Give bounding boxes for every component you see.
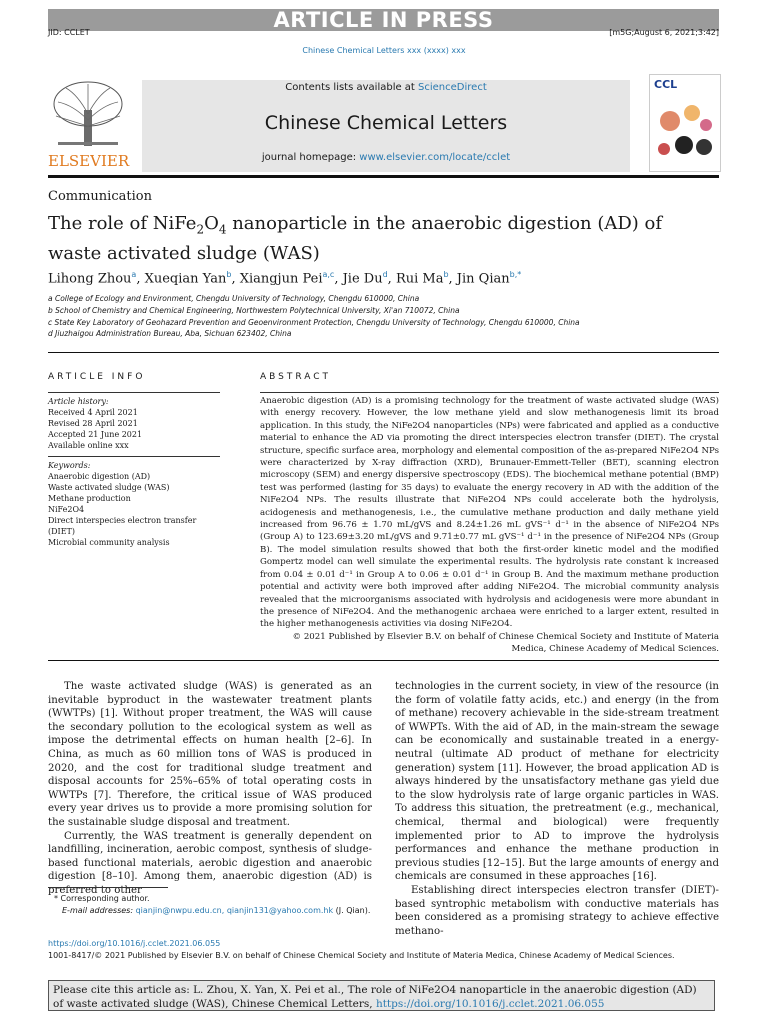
footnote-rule [48, 887, 168, 888]
author-affiliation-marker[interactable]: a,c [322, 270, 335, 279]
author-list: Lihong Zhou$^a$, Xueqian Yan$^b$, Xiangjun Pei$^{a,c}$, Jie Du$^d$, Rui Ma$^b$, Jin Qian$^{b,*}$ [48, 270, 522, 287]
author-affiliation-marker[interactable]: a [131, 270, 137, 279]
cover-title: CCL [654, 78, 678, 91]
keyword: NiFe2O4 [48, 505, 85, 514]
author-affiliation-marker[interactable]: b,* [509, 270, 522, 279]
history-revised: Revised 28 April 2021 [48, 419, 138, 428]
author-affiliation-marker[interactable]: d [382, 270, 388, 279]
keyword: Anaerobic digestion (AD) [48, 472, 151, 481]
body-paragraph: Establishing direct interspecies electron transfer (DIET)-based syntrophic metabolism with conductive materials has been considered as a promising strategy to achieve effective methano- [395, 884, 719, 937]
header-divider [48, 175, 719, 178]
author-name[interactable]: Xueqian Yan [144, 271, 227, 287]
citation-text: Please cite this article as: L. Zhou, X. Yan, X. Pei et al., The role of NiFe2O4 nanoparticle in the anaerobic digestion (AD) of waste activated sludge (WAS), Chinese Chemical Letters, [53, 984, 697, 1010]
body-paragraph: technologies in the current society, in view of the resource (in the form of volatile fatty acids, etc.) and energy (in the from of methane) recovery achievable in the side-stream treatment of WWPTs. With the aid of AD, in the main-stream the sewage can be economically and sustainable treated in a energy-neutral (ultimate AD product of methane for electricity generation) system [11]. However, the broad application AD is always hindered by the unsatisfactory methane gas yield due to the slow hydrolysis rate of large organic particles in WAS. To address this situation, the pretreatment (e.g., mechanical, chemical, thermal and biological) were frequently implemented prior to AD to improve the hydrolysis performances and enhance the methane production in previous studies [12–15]. But the large amounts of energy and chemicals are consumed in these approaches [16]. [395, 681, 719, 883]
keywords-list [48, 460, 220, 548]
doi-link[interactable]: https://doi.org/10.1016/j.cclet.2021.06.055 [48, 939, 221, 948]
info-rule [48, 392, 220, 393]
author-name[interactable]: Lihong Zhou [48, 271, 132, 287]
homepage-line [142, 152, 630, 163]
homepage-link[interactable]: www.elsevier.com/locate/cclet [359, 152, 511, 163]
abstract-body [260, 395, 719, 656]
author-name[interactable]: Xiangjun Pei [239, 271, 323, 287]
history-accepted: Accepted 21 June 2021 [48, 430, 143, 439]
keywords-label: Keywords: [48, 461, 91, 470]
keyword: Direct interspecies electron transfer (DIET) [48, 516, 197, 536]
body-right-column [395, 680, 719, 938]
email-links[interactable]: qianjin@nwpu.edu.cn, qianjin131@yahoo.com.hk [135, 906, 334, 915]
affiliation-divider [48, 352, 719, 353]
article-info-heading: ARTICLE INFO [48, 372, 146, 382]
affiliation-a: a College of Ecology and Environment, Chengdu University of Technology, Chengdu 610000, China [48, 294, 420, 303]
abstract-heading: ABSTRACT [260, 372, 332, 382]
date-stamp: [m5G;August 6, 2021;3:42] [609, 28, 719, 37]
email-suffix: (J. Qian). [333, 906, 371, 915]
abstract-divider [48, 660, 719, 661]
corresponding-author-note: * Corresponding author. [54, 894, 150, 903]
history-label: Article history: [48, 397, 109, 406]
article-in-press-banner: ARTICLE IN PRESS [48, 9, 719, 31]
author-affiliation-marker[interactable]: b [443, 270, 449, 279]
keyword: Methane production [48, 494, 131, 503]
article-type: Communication [48, 189, 152, 204]
journal-cover-thumbnail [649, 74, 721, 172]
homepage-prefix: journal homepage: [261, 152, 360, 163]
journal-title: Chinese Chemical Letters [264, 112, 508, 134]
body-paragraph: Currently, the WAS treatment is generally dependent on landfilling, incineration, aerobic compost, synthesis of sludge-based functional materials, aerobic digestion and anaerobic digestion [8–10]. Among them, anaerobic digestion (AD) is preferred to other [48, 830, 372, 896]
affiliation-d: d Jiuzhaigou Administration Bureau, Aba, Sichuan 623402, China [48, 329, 292, 338]
sciencedirect-link[interactable]: ScienceDirect [418, 82, 487, 93]
history-online: Available online xxx [48, 441, 129, 450]
keyword: Waste activated sludge (WAS) [48, 483, 170, 492]
author-name[interactable]: Jie Du [342, 271, 383, 287]
affiliation-c: c State Key Laboratory of Geohazard Prevention and Geoenvironment Protection, Chengdu University of Technology, Chengdu 610000, China [48, 318, 580, 327]
history-received: Received 4 April 2021 [48, 408, 138, 417]
contents-line [142, 82, 630, 93]
abstract-text: Anaerobic digestion (AD) is a promising technology for the treatment of waste activated sludge (WAS) with energy recovery. However, the low methane yield and slow methanogenesis limit its broad application. In this study, the NiFe2O4 nanoparticles (NPs) were fabricated and applied as a conductive material to enhance the AD via promoting the direct interspecies electron transfer (DIET). The crystal structure, specific surface area, morphology and elemental composition of the as-prepared NiFe2O4 NPs were characterized by X-ray diffraction (XRD), Brunauer-Emmett-Teller (BET), scanning electron microscopy (SEM) and energy dispersive spectroscopy (EDS). The biochemical methane potential (BMP) test was performed (lasting for 35 days) to evaluate the energy recovery in AD with the addition of the NiFe2O4 NPs. The results illustrate that NiFe2O4 NPs could accelerate both the hydrolysis, acidogenesis and methanogenesis, i.e., the cumulative methane production and daily methane yield increased from 96.76 ± 1.70 mL/gVS and 8.24±1.26 mL gVS⁻¹ d⁻¹ in the absence of NiFe2O4 NPs (Group A) to 123.69±3.20 mL/gVS and 9.71±0.77 mL gVS⁻¹ d⁻¹ in the presence of NiFe2O4 NPs (Group B). The model simulation results showed that both the first-order kinetic model and the modified Gompertz model can well simulate the experimental results. The hydrolysis rate constant k increased from 0.04 ± 0.01 d⁻¹ in Group A to 0.06 ± 0.01 d⁻¹ in Group B. And the maximum methane production potential and activity were both improved after adding NiFe2O4. The microbial community analysis revealed that the microorganisms associated with hydrolysis and acidogenesis were more abundant in the presence of NiFe2O4. And the methanogenic archaea were enriched to a larger extent, resulted in the higher methanogenesis activities via dosing NiFe2O4. [260, 396, 719, 630]
keyword: Microbial community analysis [48, 538, 170, 547]
issn-copyright-line: 1001-8417/© 2021 Published by Elsevier B.V. on behalf of Chinese Chemical Society and Institute of Materia Medica, Chinese Academy of Medical Sciences. [48, 951, 675, 960]
affiliation-b: b School of Chemistry and Chemical Engineering, Northwestern Polytechnical University, Xi'an 710072, China [48, 306, 460, 315]
citation-doi-link[interactable]: https://doi.org/10.1016/j.cclet.2021.06.055 [375, 998, 605, 1010]
author-affiliation-marker[interactable]: b [226, 270, 232, 279]
journal-reference-link[interactable]: Chinese Chemical Letters xxx (xxxx) xxx [302, 46, 466, 55]
elsevier-wordmark: ELSEVIER [48, 152, 130, 170]
body-paragraph: The waste activated sludge (WAS) is generated as an inevitable byproduct in the wastewater treatment plants (WWTPs) [1]. Without proper treatment, the WAS will cause the secondary pollution to the ecological system as well as impose the detrimental effects on human health [2–6]. In China, as much as 60 million tons of WAS is produced in 2020, and the cost for traditional sludge treatment and disposal accounts for 25%–65% of total operating costs in WWTPs [7]. Therefore, the critical issue of WAS produced every year drives us to provide a more promising solution for the sustainable sludge disposal and treatment. [48, 681, 372, 828]
article-history [48, 396, 220, 451]
abstract-rule [260, 392, 719, 393]
abstract-copyright-2: Medica, Chinese Academy of Medical Sciences. [511, 644, 719, 655]
email-line [48, 905, 378, 917]
citation-box [48, 980, 715, 1011]
abstract-copyright-1: © 2021 Published by Elsevier B.V. on behalf of Chinese Chemical Society and Institute of Materia [292, 631, 719, 642]
email-label: E-mail addresses: [62, 906, 136, 915]
author-name[interactable]: Jin Qian [456, 271, 510, 287]
body-left-column [48, 680, 372, 898]
contents-prefix: Contents lists available at [285, 82, 419, 93]
jid-label: JID: CCLET [48, 28, 90, 37]
article-title: The role of $NiFe_2O_4$ nanoparticle in the anaerobic digestion (AD) of waste activated sludge (WAS) [48, 213, 663, 264]
footnote [48, 893, 378, 917]
keywords-rule [48, 456, 220, 457]
author-name[interactable]: Rui Ma [395, 271, 444, 287]
